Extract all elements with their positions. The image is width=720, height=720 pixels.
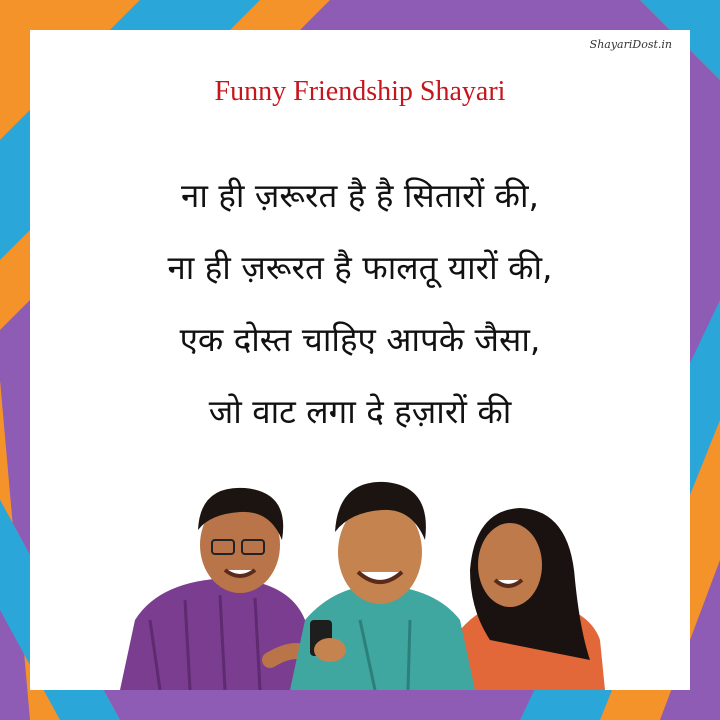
poem-line-3: एक दोस्त चाहिए आपके जैसा, xyxy=(179,320,541,359)
site-watermark: ShayariDost.in xyxy=(589,38,672,51)
left-friend-figure xyxy=(120,488,320,690)
quote-card xyxy=(30,30,690,690)
shayari-poem xyxy=(30,160,690,448)
friends-illustration xyxy=(90,470,630,690)
page-title: Funny Friendship Shayari xyxy=(214,76,506,107)
poem-line-2: ना ही ज़रूरत है फालतू यारों की, xyxy=(167,248,553,287)
poem-line-4: जो वाट लगा दे हज़ारों की xyxy=(208,392,512,431)
right-friend-figure xyxy=(450,508,605,690)
center-friend-figure xyxy=(290,482,475,690)
poem-line-1: ना ही ज़रूरत है है सितारों की, xyxy=(181,176,539,215)
